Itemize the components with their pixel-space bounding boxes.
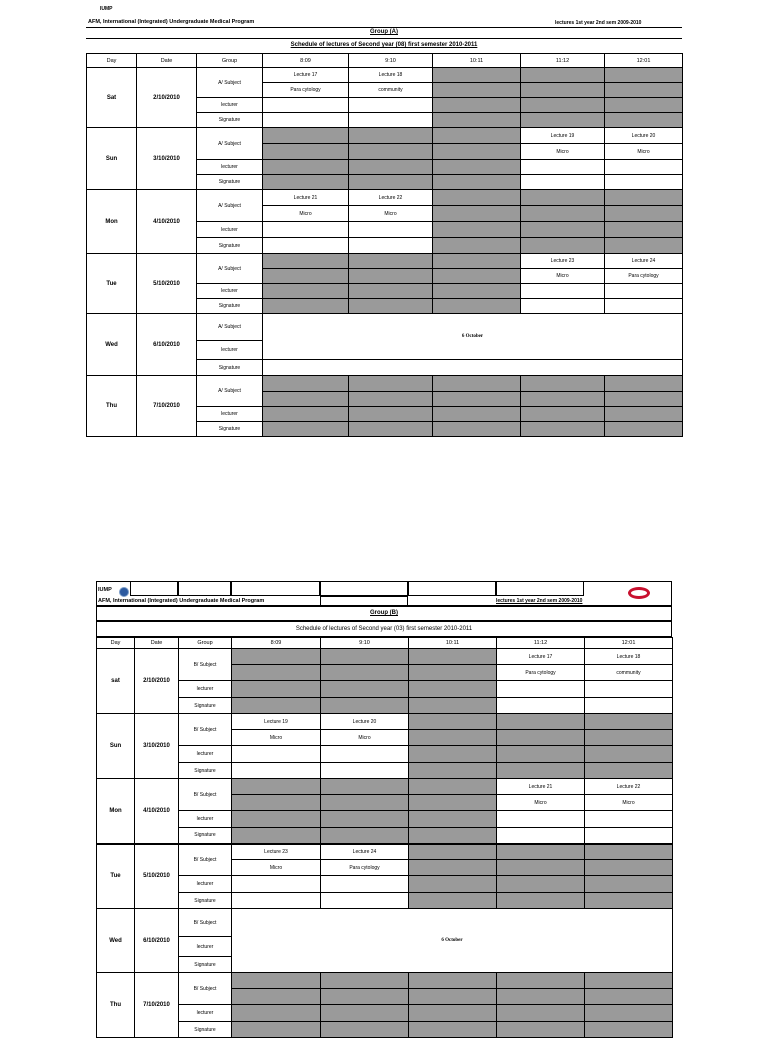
subject-cell: Micro [605, 144, 683, 160]
header-slot-3: 10:11 [433, 54, 521, 68]
lecturer-label: lecturer [179, 681, 232, 698]
lecture-cell: Lecture 22 [349, 190, 433, 206]
day-cell: Thu [97, 973, 135, 1038]
date-cell: 6/10/2010 [135, 909, 179, 973]
subject-cell: Para cytology [263, 83, 349, 98]
header-slot-5: 12:01 [605, 54, 683, 68]
signature-label: Signature [179, 763, 232, 779]
date-cell: 5/10/2010 [137, 254, 197, 314]
table-row [97, 714, 673, 730]
lecture-cell: Lecture 22 [585, 779, 673, 795]
lecture-cell: Lecture 19 [521, 128, 605, 144]
lecturer-label: lecturer [179, 1005, 232, 1022]
date-cell: 3/10/2010 [135, 714, 179, 779]
lecturer-label: lecturer [179, 746, 232, 763]
header-day: Day [87, 54, 137, 68]
program-title: AFM, International (Integrated) Undergraduate Medical Program [88, 19, 255, 25]
date-cell: 3/10/2010 [137, 128, 197, 190]
subject-cell: community [349, 83, 433, 98]
lecturer-label: lecturer [179, 937, 232, 957]
signature-label: Signature [179, 1022, 232, 1038]
table-row [97, 698, 673, 714]
lecturer-label: lecturer [179, 876, 232, 893]
day-cell: Sun [97, 714, 135, 779]
subject-cell: Para cytology [321, 860, 409, 876]
subject-cell: Micro [232, 860, 321, 876]
signature-label: Signature [197, 113, 263, 128]
table-row [97, 909, 673, 937]
signature-label: Signature [197, 422, 263, 437]
header-date: Date [135, 638, 179, 649]
subject-cell: Micro [585, 795, 673, 811]
lecturer-label: lecturer [197, 284, 263, 299]
subject-label: A/ Subject [197, 68, 263, 98]
subject-label: B/ Subject [179, 844, 232, 876]
lecture-cell: Lecture 24 [321, 844, 409, 860]
subject-label: A/ Subject [197, 128, 263, 160]
table-row [87, 68, 683, 83]
header-group: Group [179, 638, 232, 649]
header-slot-5: 12:01 [585, 638, 673, 649]
day-cell: Wed [87, 314, 137, 376]
holiday-cell: 6 October [263, 314, 683, 360]
lectures-info: lectures 1st year 2nd sem 2009-2010 [496, 598, 583, 604]
subject-cell: community [585, 665, 673, 681]
lecturer-label: lecturer [197, 222, 263, 238]
table-row [87, 190, 683, 206]
subject-label: B/ Subject [179, 714, 232, 746]
lecture-cell: Lecture 20 [321, 714, 409, 730]
header-row [87, 54, 683, 68]
day-cell: Thu [87, 376, 137, 437]
signature-label: Signature [197, 238, 263, 254]
subject-label: B/ Subject [179, 779, 232, 811]
table-row [97, 893, 673, 909]
subject-cell: Micro [521, 144, 605, 160]
lecturer-label: lecturer [197, 341, 263, 360]
header-slot-3: 10:11 [409, 638, 497, 649]
lecture-cell: Lecture 23 [232, 844, 321, 860]
subject-label: A/ Subject [197, 254, 263, 284]
lecture-cell: Lecture 20 [605, 128, 683, 144]
lecture-cell: Lecture 18 [585, 649, 673, 665]
subject-label: A/ Subject [197, 314, 263, 341]
subject-label: B/ Subject [179, 909, 232, 937]
table-row [97, 844, 673, 860]
header-slot-4: 11:12 [497, 638, 585, 649]
subject-label: A/ Subject [197, 190, 263, 222]
signature-label: Signature [197, 299, 263, 314]
header-slot-4: 11:12 [521, 54, 605, 68]
table-row [97, 811, 673, 828]
iump-logo-text: IUMP [100, 6, 113, 12]
header-group: Group [197, 54, 263, 68]
table-row [87, 254, 683, 269]
schedule-table [96, 637, 673, 1038]
day-cell: Wed [97, 909, 135, 973]
subject-cell: Para cytology [605, 269, 683, 284]
signature-label: Signature [197, 360, 263, 376]
subject-cell: Micro [349, 206, 433, 222]
header-slot-1: 8:09 [232, 638, 321, 649]
date-cell: 6/10/2010 [137, 314, 197, 376]
subject-cell: Micro [263, 206, 349, 222]
lecture-cell: Lecture 17 [497, 649, 585, 665]
schedule-title: Schedule of lectures of Second year (03) first semester 2010-2011 [295, 626, 473, 632]
day-cell: Tue [97, 844, 135, 909]
header-date: Date [137, 54, 197, 68]
date-cell: 2/10/2010 [135, 649, 179, 714]
day-cell: Tue [87, 254, 137, 314]
lecture-cell: Lecture 18 [349, 68, 433, 83]
university-logo-icon [628, 587, 650, 599]
lecture-cell: Lecture 21 [497, 779, 585, 795]
date-cell: 5/10/2010 [135, 844, 179, 909]
table-row [87, 376, 683, 392]
lectures-info: lectures 1st year 2nd sem 2009-2010 [555, 20, 642, 26]
table-row [97, 746, 673, 763]
date-cell: 7/10/2010 [137, 376, 197, 437]
table-row [97, 973, 673, 989]
group-title: Group (B) [370, 610, 398, 616]
header-slot-2: 9:10 [349, 54, 433, 68]
table-row [97, 1005, 673, 1022]
day-cell: Mon [97, 779, 135, 844]
header-slot-2: 9:10 [321, 638, 409, 649]
schedule-title: Schedule of lectures of Second year (08) first semester 2010-2011 [290, 42, 478, 48]
lecturer-label: lecturer [179, 811, 232, 828]
iump-logo-text: IUMP [98, 587, 112, 593]
table-row [97, 779, 673, 795]
date-cell: 7/10/2010 [135, 973, 179, 1038]
lecture-cell: Lecture 23 [521, 254, 605, 269]
lecture-cell: Lecture 24 [605, 254, 683, 269]
subject-cell: Micro [497, 795, 585, 811]
signature-label: Signature [179, 893, 232, 909]
signature-label: Signature [179, 957, 232, 973]
subject-cell: Micro [321, 730, 409, 746]
globe-icon [119, 587, 129, 597]
table-row [97, 763, 673, 779]
day-cell: Sun [87, 128, 137, 190]
holiday-cell: 6 October [232, 909, 673, 973]
subject-cell: Micro [232, 730, 321, 746]
table-row [97, 828, 673, 844]
table-row [87, 128, 683, 144]
lecturer-label: lecturer [197, 160, 263, 175]
schedule-table [86, 53, 683, 437]
program-title: AFM, International (Integrated) Undergraduate Medical Program [98, 598, 265, 604]
signature-label: Signature [179, 828, 232, 844]
subject-label: B/ Subject [179, 649, 232, 681]
lecturer-label: lecturer [197, 98, 263, 113]
lecture-cell: Lecture 19 [232, 714, 321, 730]
group-title: Group (A) [370, 29, 398, 35]
header-day: Day [97, 638, 135, 649]
date-cell: 4/10/2010 [137, 190, 197, 254]
date-cell: 4/10/2010 [135, 779, 179, 844]
day-cell: sat [97, 649, 135, 714]
day-cell: Sat [87, 68, 137, 128]
date-cell: 2/10/2010 [137, 68, 197, 128]
signature-label: Signature [197, 175, 263, 190]
table-row [97, 681, 673, 698]
lecture-cell: Lecture 17 [263, 68, 349, 83]
header-slot-1: 8:09 [263, 54, 349, 68]
table-row [87, 314, 683, 341]
lecturer-label: lecturer [197, 407, 263, 422]
subject-cell: Micro [521, 269, 605, 284]
signature-label: Signature [179, 698, 232, 714]
subject-cell: Para cytology [497, 665, 585, 681]
table-row [97, 876, 673, 893]
day-cell: Mon [87, 190, 137, 254]
header-row [97, 638, 673, 649]
lecture-cell: Lecture 21 [263, 190, 349, 206]
subject-label: B/ Subject [179, 973, 232, 1005]
table-row [97, 649, 673, 665]
subject-label: A/ Subject [197, 376, 263, 407]
